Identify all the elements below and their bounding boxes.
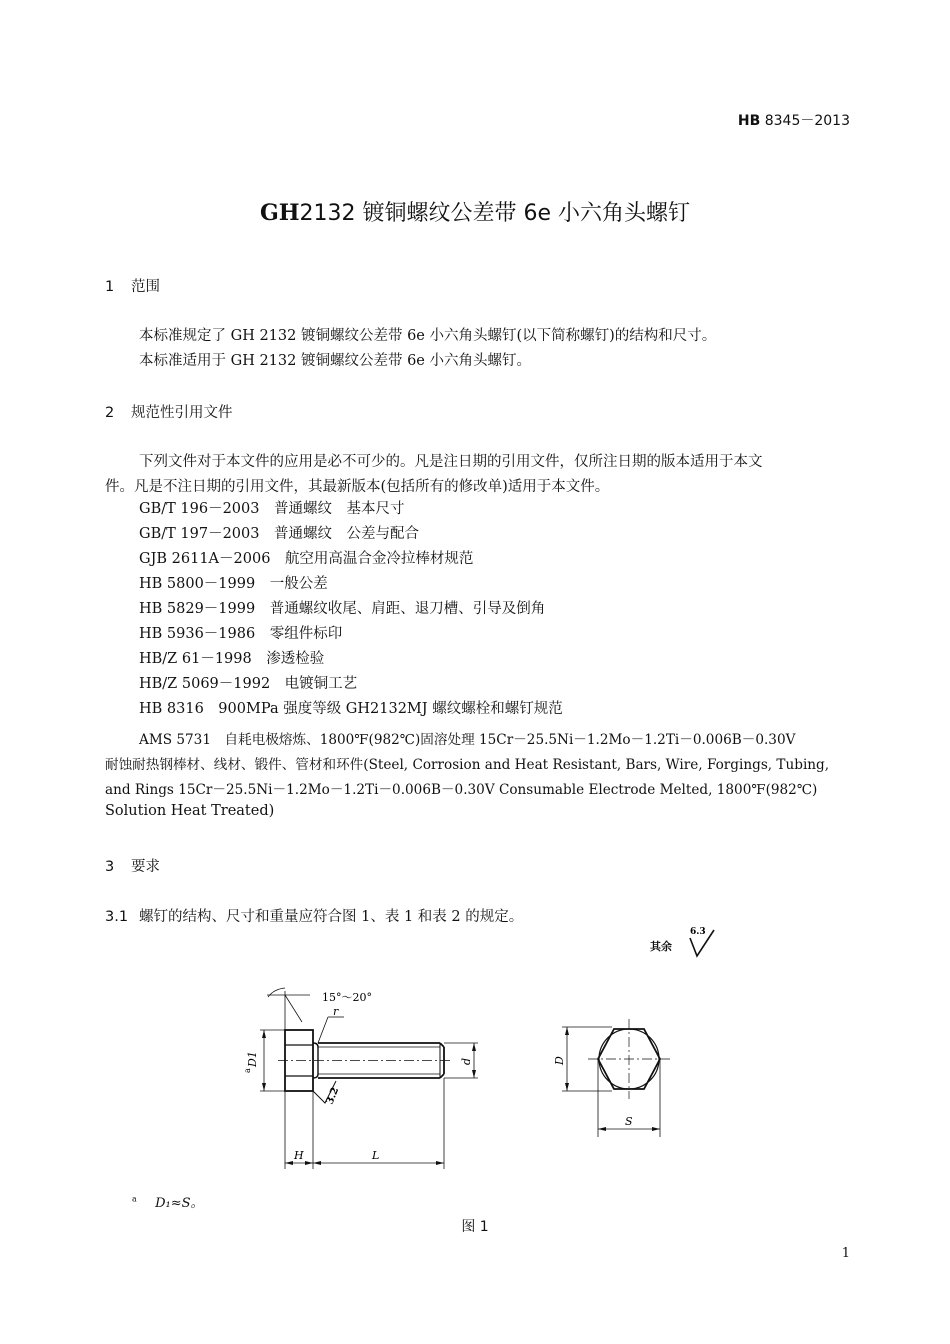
roughness-symbol-icon bbox=[684, 924, 720, 960]
figure-caption: 图 1 bbox=[461, 1219, 489, 1235]
surface-finish-value: 3.2 bbox=[324, 1085, 342, 1107]
l-label: L bbox=[372, 1149, 380, 1162]
reference-item: GB/T 196－2003 普通螺纹 基本尺寸 bbox=[139, 501, 405, 517]
page-number: 1 bbox=[841, 1246, 850, 1261]
section-1-heading bbox=[105, 275, 160, 296]
clause-text: 螺钉的结构、尺寸和重量应符合图 1、表 1 和表 2 的规定。 bbox=[139, 909, 524, 925]
section-1-paragraph-2: 本标准适用于 GH 2132 镀铜螺纹公差带 6e 小六角头螺钉。 bbox=[139, 353, 531, 369]
section-2-intro-line-2: 件。凡是不注日期的引用文件，其最新版本(包括所有的修改单)适用于本文件。 bbox=[105, 479, 610, 495]
d-label: d bbox=[460, 1057, 473, 1065]
section-2-heading bbox=[105, 401, 233, 422]
angle-label: 15°～20° bbox=[322, 991, 372, 1004]
h-label: H bbox=[294, 1149, 304, 1162]
section-number: 1 bbox=[105, 279, 115, 295]
D-label: D bbox=[553, 1056, 566, 1065]
section-1-paragraph-1: 本标准规定了 GH 2132 镀铜螺纹公差带 6e 小六角头螺钉(以下简称螺钉)的结构和尺寸。 bbox=[139, 328, 717, 344]
reference-item: HB 8316 900MPa 强度等级 GH2132MJ 螺纹螺栓和螺钉规范 bbox=[139, 701, 563, 717]
reference-item: HB 5800－1999 一般公差 bbox=[139, 576, 328, 592]
note-mark: a bbox=[132, 1194, 137, 1204]
d1-label: D1 bbox=[246, 1051, 259, 1067]
reference-item: HB 5936－1986 零组件标印 bbox=[139, 626, 343, 642]
reference-list bbox=[139, 497, 563, 722]
roughness-label: 其余 bbox=[650, 940, 672, 953]
ams-reference-line-1: AMS 5731 自耗电极熔炼、1800℉(982℃)固溶处理 15Cr－25.5Ni－1.2Mo－1.2Ti－0.006B－0.30V bbox=[139, 732, 796, 748]
note-text: D₁≈S。 bbox=[155, 1196, 204, 1211]
standard-code bbox=[738, 110, 850, 130]
section-number: 2 bbox=[105, 405, 115, 421]
section-title: 要求 bbox=[131, 859, 160, 875]
reference-item: HB 5829－1999 普通螺纹收尾、肩距、退刀槽、引导及倒角 bbox=[139, 601, 546, 617]
section-title: 规范性引用文件 bbox=[131, 405, 233, 421]
title-text: 2132 镀铜螺纹公差带 6e 小六角头螺钉 bbox=[299, 201, 691, 226]
clause-number: 3.1 bbox=[105, 909, 129, 925]
s-label: S bbox=[625, 1115, 633, 1128]
roughness-note bbox=[650, 926, 672, 953]
reference-item: HB/Z 61－1998 渗透检验 bbox=[139, 651, 325, 667]
ams-reference-line-4: Solution Heat Treated) bbox=[105, 803, 275, 819]
clause-3-1 bbox=[105, 905, 523, 926]
ams-reference-line-2: 耐蚀耐热钢棒材、线材、锻件、管材和环件(Steel, Corrosion and Heat Resistant, Bars, Wire, Forgings, Tubing, bbox=[105, 757, 830, 773]
section-title: 范围 bbox=[131, 279, 160, 295]
reference-item: GB/T 197－2003 普通螺纹 公差与配合 bbox=[139, 526, 419, 542]
reference-item: HB/Z 5069－1992 电镀铜工艺 bbox=[139, 676, 358, 692]
section-3-heading bbox=[105, 855, 160, 876]
reference-item: GJB 2611A－2006 航空用高温合金冷拉棒材规范 bbox=[139, 551, 474, 567]
title-prefix: GH bbox=[259, 200, 300, 226]
standard-prefix: HB bbox=[737, 113, 761, 129]
ams-reference-line-3: and Rings 15Cr－25.5Ni－1.2Mo－1.2Ti－0.006B－0.30V Consumable Electrode Melted, 1800℉(982℃) bbox=[105, 782, 818, 798]
r-label: r bbox=[333, 1005, 339, 1018]
d1-note-mark: a bbox=[243, 1068, 252, 1073]
document-title bbox=[0, 196, 950, 227]
section-2-intro-line-1: 下列文件对于本文件的应用是必不可少的。凡是注日期的引用文件，仅所注日期的版本适用于本文 bbox=[139, 454, 763, 470]
figure-1-drawing bbox=[240, 985, 690, 1175]
standard-number: 8345－2013 bbox=[764, 113, 850, 129]
figure-note bbox=[132, 1192, 204, 1211]
roughness-value: 6.3 bbox=[690, 927, 706, 937]
section-number: 3 bbox=[105, 859, 115, 875]
